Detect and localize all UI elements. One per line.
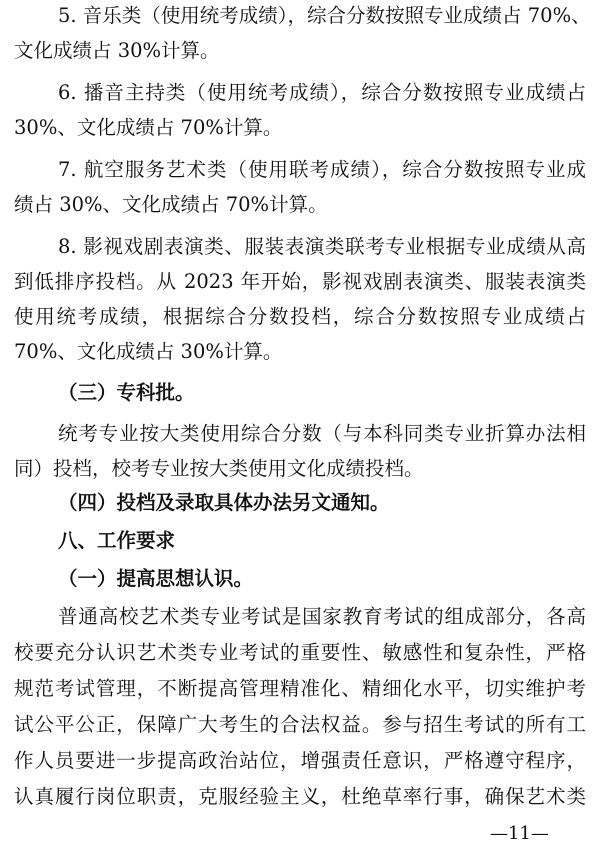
- paragraph-awareness-line-1: 普通高校艺术类专业考试是国家教育考试的组成部分，各高: [58, 605, 586, 628]
- paragraph-awareness-line-6: 认真履行岗位职责，克服经验主义，杜绝草率行事，确保艺术类: [14, 785, 586, 808]
- section-heading-work-requirements: 八、工作要求: [58, 529, 176, 552]
- paragraph-aviation-line-2: 绩占 30%、文化成绩占 70%计算。: [14, 193, 328, 216]
- paragraph-junior-college-line-1: 统考专业按大类使用综合分数（与本科同类专业折算办法相: [58, 422, 586, 445]
- paragraph-music-line-1: 5. 音乐类（使用统考成绩），综合分数按照专业成绩占 70%、: [58, 4, 591, 27]
- paragraph-aviation-line-1: 7. 航空服务艺术类（使用联考成绩），综合分数按照专业成: [58, 158, 586, 181]
- paragraph-music-line-2: 文化成绩占 30%计算。: [14, 39, 220, 62]
- paragraph-drama-line-2: 到低排序投档。从 2023 年开始，影视戏剧表演类、服装表演类: [14, 270, 586, 293]
- paragraph-awareness-line-5: 作人员要进一步提高政治站位，增强责任意识，严格遵守程序，: [14, 749, 586, 772]
- subheading-admission-notice: （四）投档及录取具体办法另文通知。: [58, 491, 390, 514]
- paragraph-junior-college-line-2: 同）投档，校考专业按大类使用文化成绩投档。: [14, 457, 424, 480]
- paragraph-drama-line-1: 8. 影视戏剧表演类、服装表演类联考专业根据专业成绩从高: [58, 235, 586, 258]
- paragraph-awareness-line-4: 试公平公正，保障广大考生的合法权益。参与招生考试的所有工: [14, 713, 586, 736]
- page-number: —11—: [490, 823, 549, 844]
- subheading-junior-college: （三）专科批。: [58, 381, 195, 404]
- subheading-raise-awareness: （一）提高思想认识。: [58, 567, 254, 590]
- paragraph-awareness-line-3: 规范考试管理，不断提高管理精准化、精细化水平，切实维护考: [14, 677, 586, 700]
- paragraph-drama-line-4: 70%、文化成绩占 30%计算。: [14, 340, 283, 363]
- paragraph-broadcast-line-2: 30%、文化成绩占 70%计算。: [14, 116, 283, 139]
- paragraph-broadcast-line-1: 6. 播音主持类（使用统考成绩），综合分数按照专业成绩占: [58, 81, 586, 104]
- paragraph-drama-line-3: 使用统考成绩，根据综合分数投档，综合分数按照专业成绩占: [14, 305, 586, 328]
- paragraph-awareness-line-2: 校要充分认识艺术类专业考试的重要性、敏感性和复杂性，严格: [14, 641, 586, 664]
